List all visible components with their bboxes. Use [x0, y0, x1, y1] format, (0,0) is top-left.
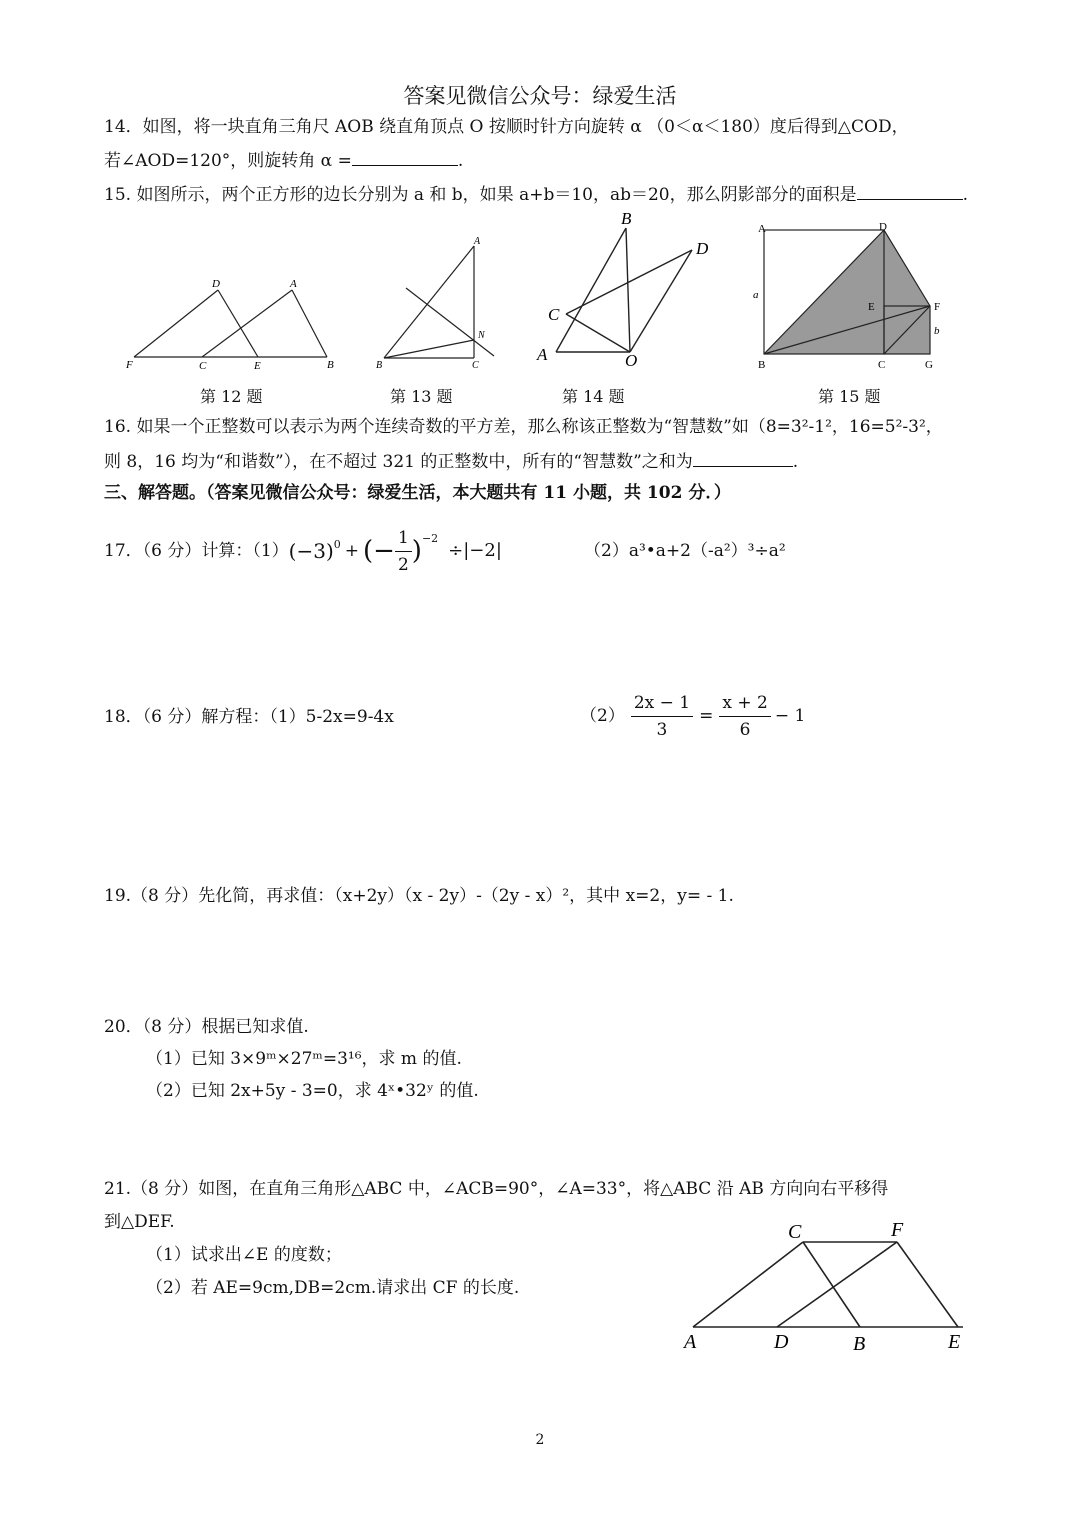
q17-p2-num: 1 [395, 527, 412, 552]
fig15-label-C: C [878, 359, 886, 371]
q18-rhs-fraction [719, 692, 770, 741]
q17-plus: + [344, 541, 360, 561]
q17-row [104, 526, 502, 576]
q17-div-abs: ÷|−2| [448, 540, 502, 561]
q18-lhs-fraction [631, 692, 693, 741]
fig12-label-C: C [199, 360, 207, 372]
fig21-label-E: E [948, 1331, 961, 1353]
q21-line1: 21.（8 分）如图，在直角三角形△ABC 中，∠ACB=90°，∠A=33°，将△ABC 沿 AB 方向向右平移得 [104, 1179, 889, 1199]
fig15-caption: 第 15 题 [818, 387, 881, 406]
figure-13 [370, 228, 505, 376]
q18-part1: 18．（6 分）解方程：（1）5-2x=9-4x [104, 707, 394, 727]
q18-lhs-den: 3 [656, 719, 668, 740]
fig21-label-F: F [891, 1219, 904, 1241]
fig15-label-a: a [753, 289, 759, 301]
figure-12 [120, 272, 345, 377]
q15-text [104, 183, 968, 206]
fig15-label-G: G [925, 359, 933, 371]
fig12-caption: 第 12 题 [200, 387, 263, 406]
figure-14 [530, 204, 720, 376]
fig15-label-F: F [934, 301, 941, 313]
fig21-label-A: A [684, 1331, 697, 1353]
q18-eq: = [699, 706, 714, 726]
q17-p2-exp: −2 [421, 532, 439, 545]
q14-answer-blank [352, 149, 458, 166]
figure-21 [680, 1212, 980, 1362]
fig13-label-N: N [478, 330, 485, 341]
q18-part2-lead: （2） [580, 706, 625, 726]
q20-sub1: （1）已知 3×9ᵐ×27ᵐ=3¹⁶，求 m 的值. [146, 1049, 462, 1069]
q17-p2-den: 2 [397, 554, 409, 575]
q15-end: . [962, 185, 969, 205]
fig14-label-A: A [537, 345, 548, 364]
q18-rhs-num: x + 2 [719, 692, 770, 717]
fig15-label-B: B [758, 359, 766, 371]
q16-line1: 16. 如果一个正整数可以表示为两个连续奇数的平方差，那么称该正整数为“智慧数”如（8=3²-1²，16=5²-3²， [104, 417, 943, 437]
q18-lhs-num: 2x − 1 [631, 692, 693, 717]
q17-p2-fraction [395, 527, 412, 576]
q15-answer-blank [857, 183, 963, 200]
fig15-label-b: b [934, 325, 940, 337]
q16-answer-blank [693, 450, 793, 467]
q14-line1: 14．如图，将一块直角三角尺 AOB 绕直角顶点 O 按顺时针方向旋转 α （0＜α＜180）度后得到△COD， [104, 117, 909, 137]
q17-p2-open: (− [363, 536, 395, 566]
q18-tail: − 1 [774, 706, 806, 726]
q18-rhs-den: 6 [739, 719, 751, 740]
page-header: 答案见微信公众号：绿爱生活 [403, 84, 677, 108]
q21-sub1: （1）试求出∠E 的度数； [146, 1245, 342, 1265]
q15-stem: 15. 如图所示，两个正方形的边长分别为 a 和 b，如果 a+b＝10，ab＝20，那么阴影部分的面积是 [104, 185, 857, 205]
q14-line2 [104, 149, 463, 172]
fig15-label-A: A [758, 223, 766, 235]
fig12-label-D: D [212, 278, 220, 290]
fig14-caption: 第 14 题 [562, 387, 625, 406]
q17-p2-close: ) [411, 536, 422, 566]
q17-lead: 17．（6 分）计算：（1） [104, 541, 289, 561]
q21-sub2: （2）若 AE=9cm,DB=2cm.请求出 CF 的长度. [146, 1278, 520, 1298]
q16-line2-text: 则 8，16 均为“和谐数”），在不超过 321 的正整数中，所有的“智慧数”之和为 [104, 452, 693, 472]
fig14-label-B: B [621, 209, 632, 228]
fig14-label-D: D [696, 239, 709, 258]
q18-part2 [580, 690, 805, 742]
fig14-label-C: C [548, 305, 560, 324]
fig21-label-B: B [853, 1333, 866, 1355]
q17-part2: （2）a³•a+2（-a²）³÷a² [584, 541, 786, 561]
fig15-label-D: D [879, 221, 887, 233]
q21-line2: 到△DEF. [104, 1212, 175, 1232]
fig21-label-D: D [774, 1331, 789, 1353]
fig15-label-E: E [868, 301, 875, 313]
q20-sub2: （2）已知 2x+5y - 3=0，求 4ˣ•32ʸ 的值. [146, 1081, 479, 1101]
q17-p1-base: (−3) [288, 539, 334, 563]
page-number: 2 [535, 1432, 545, 1448]
q16-end: . [792, 452, 799, 472]
fig13-caption: 第 13 题 [390, 387, 453, 406]
fig12-label-A: A [290, 278, 297, 290]
fig14-label-O: O [625, 351, 638, 370]
q14-line2-text: 若∠AOD=120°，则旋转角 α = [104, 151, 352, 171]
figure-15 [752, 218, 957, 376]
q16-line2 [104, 450, 798, 473]
fig12-label-F: F [126, 359, 133, 371]
fig21-label-C: C [788, 1221, 802, 1243]
section3-heading: 三、解答题。（答案见微信公众号：绿爱生活，本大题共有 11 小题，共 102 分．） [104, 483, 731, 503]
q19-text: 19.（8 分）先化简，再求值：（x+2y）（x - 2y）-（2y - x）²，其中 x=2，y= - 1. [104, 886, 734, 906]
fig13-label-A: A [474, 236, 481, 247]
fig12-label-B: B [327, 359, 334, 371]
fig13-label-B: B [376, 360, 383, 371]
fig13-label-C: C [472, 360, 479, 371]
q20-stem: 20．（8 分）根据已知求值. [104, 1017, 309, 1037]
q14-end: . [457, 151, 464, 171]
q17-p1-exp: 0 [333, 538, 341, 551]
fig12-label-E: E [254, 360, 261, 372]
